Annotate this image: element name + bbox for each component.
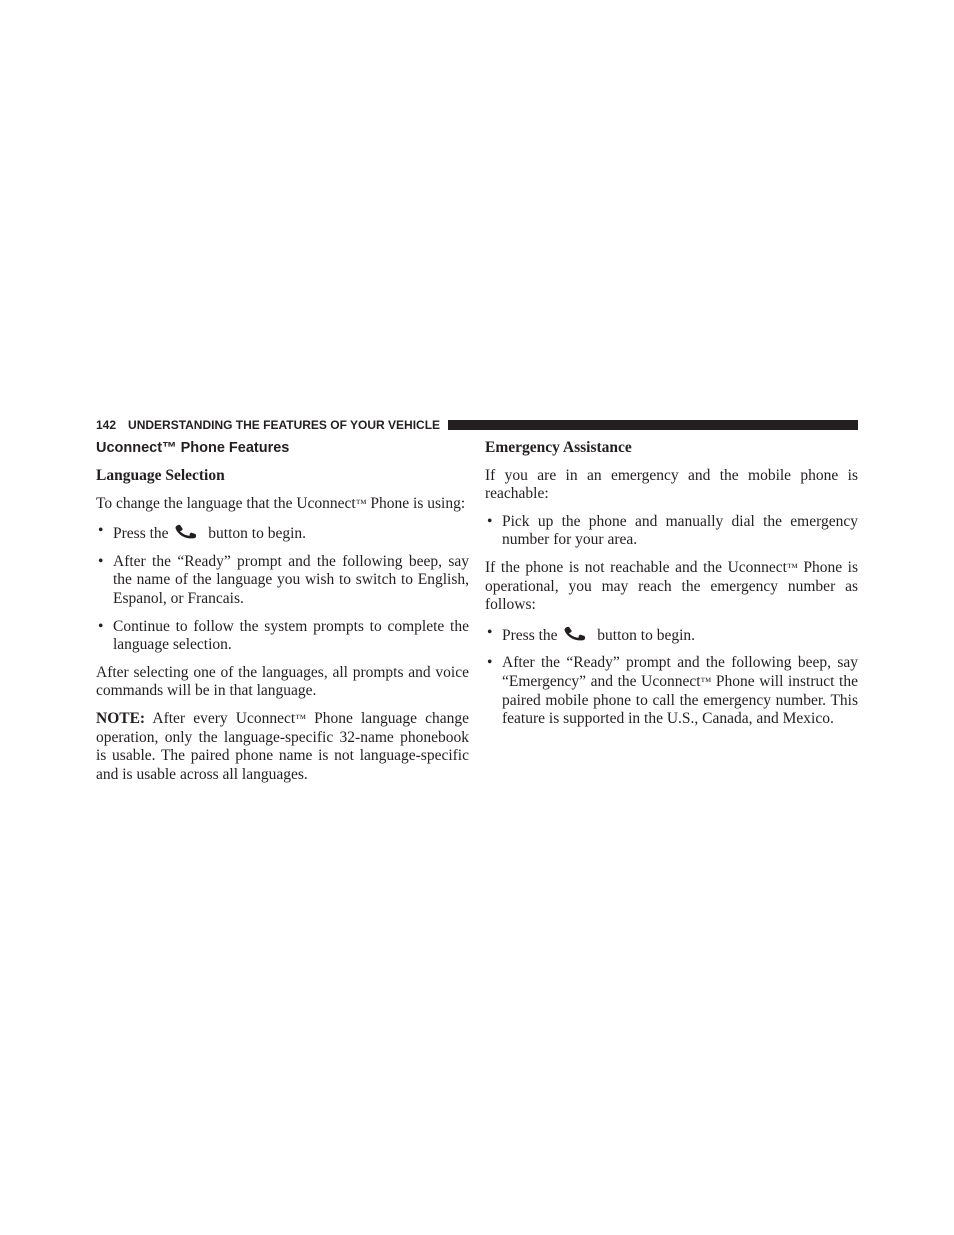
emergency-voice-steps [485, 624, 858, 729]
bullet: • [98, 522, 104, 540]
phone-handset-icon [563, 624, 591, 642]
bullet: • [98, 552, 104, 570]
bullet: • [487, 512, 493, 530]
emergency-reachable-steps [485, 513, 858, 550]
page-number: 142 [96, 418, 117, 432]
phone-handset-icon [174, 522, 202, 540]
language-intro: To change the language that the Uconnect™ Phone is using: [96, 494, 466, 512]
subhead-language-selection: Language Selection [96, 467, 225, 484]
language-result: After selecting one of the languages, all prompts and voice commands will be in that language. [96, 663, 469, 700]
emergency-intro: If you are in an emergency and the mobile phone is reachable: [485, 466, 858, 503]
language-steps [96, 522, 469, 655]
list-item: • After the “Ready” prompt and the following beep, say the name of the language you wish to switch to English, Espanol, or Francais. [98, 552, 469, 607]
bullet: • [487, 623, 493, 641]
list-item: • Continue to follow the system prompts to complete the language selection. [98, 617, 469, 654]
list-item: • Press the button to begin. [487, 623, 696, 644]
header-rule [448, 420, 858, 430]
right-column [485, 436, 858, 738]
subhead-emergency-assistance: Emergency Assistance [485, 439, 632, 456]
bullet: • [98, 617, 104, 635]
chapter-title: UNDERSTANDING THE FEATURES OF YOUR VEHICLE [128, 418, 441, 432]
list-item: • Press the button to begin. [98, 522, 307, 543]
list-item: • Pick up the phone and manually dial the emergency number for your area. [487, 512, 858, 549]
list-item: • After the “Ready” prompt and the following beep, say “Emergency” and the Uconnect™ Phone will instruct the paired mobile phone to call the emergency number. This feature is supported in the U.S., Canada, and Mexico. [487, 654, 858, 728]
left-column [96, 436, 469, 793]
page-header [96, 417, 858, 433]
emergency-not-reachable: If the phone is not reachable and the Uconnect™ Phone is operational, you may reach the emergency number as follows: [485, 558, 858, 614]
section-title: Uconnect™ Phone Features [96, 440, 290, 456]
note: NOTE: After every Uconnect™ Phone language change operation, only the language-specific 32-name phonebook is usable. The paired phone name is not language-specific and is usable across all languages. [96, 709, 469, 783]
bullet: • [487, 654, 493, 672]
